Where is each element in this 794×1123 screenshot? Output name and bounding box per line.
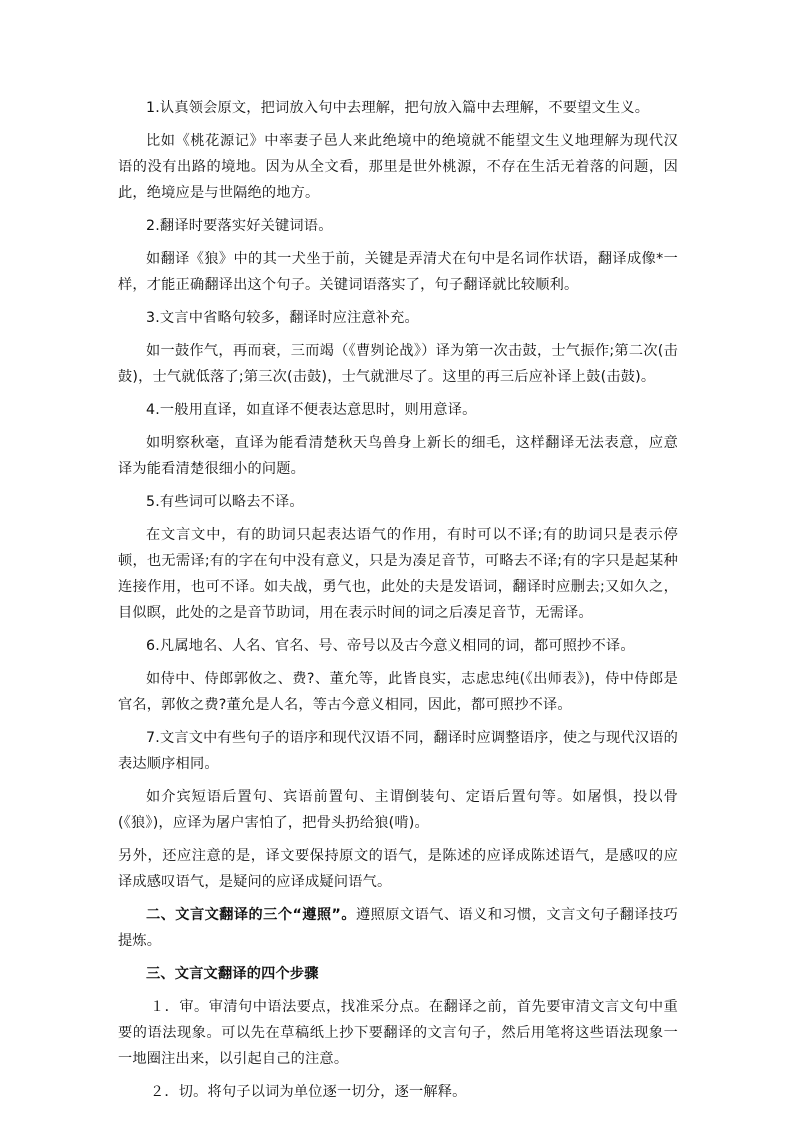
paragraph-5: 3.文言中省略句较多，翻译时应注意补充。 — [146, 310, 419, 326]
paragraph-18: １．审。审清句中语法要点，找准采分点。在翻译之前，首先要审清文言文句中重要的语法现象。可以先在草稿纸上抄下要翻译的文言句子，然后用笔将这些语法现象一一地圈注出来，以引起自己的注意。 — [118, 999, 678, 1067]
paragraph-6: 如一鼓作气，再而衰，三而竭（《曹刿论战》）译为第一次击鼓，士气振作;第二次(击鼓)，士气就低落了;第三次(击鼓)，士气就泄尽了。这里的再三后应补译上鼓(击鼓)。 — [118, 343, 678, 385]
paragraph-11: 6.凡属地名、人名、官名、号、帝号以及古今意义相同的词，都可照抄不译。 — [146, 638, 635, 654]
paragraph-12: 如侍中、侍郎郭攸之、费?、董允等，此皆良实，志虑忠纯(《出师表》)，侍中侍郎是官名，郭攸之费?董允是人名，等古今意义相同，因此，都可照抄不译。 — [118, 671, 678, 713]
paragraph-9: 5.有些词可以略去不译。 — [146, 494, 304, 510]
paragraph-13: 7.文言文中有些句子的语序和现代汉语不同，翻译时应调整语序，使之与现代汉语的表达顺序相同。 — [118, 730, 678, 772]
section-heading-two: 二、文言文翻译的三个“遵照”。 — [146, 907, 356, 923]
paragraph-16 — [118, 902, 678, 954]
paragraph-10: 在文言文中，有的助词只起表达语气的作用，有时可以不译;有的助词只是表示停顿，也无需译;有的字在句中没有意义，只是为凑足音节，可略去不译;有的字只是起某种连接作用，也可不译。如夫战，勇气也，此处的夫是发语词，翻译时应删去;又如久之，目似瞑，此处的之是音节助词，用在表示时间的词之后凑足音节，无需译。 — [118, 527, 678, 621]
section-two-body: 遵照原文语气、语义和习惯，文言文句子翻译技巧提炼。 — [118, 907, 678, 949]
paragraph-3: 2.翻译时要落实好关键词语。 — [146, 218, 333, 234]
paragraph-2: 比如《桃花源记》中率妻子邑人来此绝境中的绝境就不能望文生义地理解为现代汉语的没有出路的境地。因为从全文看，那里是世外桃源，不存在生活无着落的问题，因此，绝境应是与世隔绝的地方。 — [118, 133, 678, 201]
document-page — [118, 95, 678, 1112]
paragraph-19: ２．切。将句子以词为单位逐一切分，逐一解释。 — [150, 1084, 467, 1100]
paragraph-8: 如明察秋毫，直译为能看清楚秋天鸟兽身上新长的细毛，这样翻译无法表意，应意译为能看清楚很细小的问题。 — [118, 435, 678, 477]
paragraph-1: 1.认真领会原文，把词放入句中去理解，把句放入篇中去理解，不要望文生义。 — [146, 100, 650, 116]
paragraph-14: 如介宾短语后置句、宾语前置句、主谓倒装句、定语后置句等。如屠惧，投以骨(《狼》)，应译为屠户害怕了，把骨头扔给狼(啃)。 — [118, 789, 678, 831]
paragraph-4: 如翻译《狼》中的其一犬坐于前，关键是弄清犬在句中是名词作状语，翻译成像*一样，才能正确翻译出这个句子。关键词语落实了，句子翻译就比较顺利。 — [118, 251, 678, 293]
paragraph-7: 4.一般用直译，如直译不便表达意思时，则用意译。 — [146, 402, 477, 418]
section-heading-three: 三、文言文翻译的四个步骤 — [146, 966, 319, 982]
paragraph-15: 另外，还应注意的是，译文要保持原文的语气，是陈述的应译成陈述语气，是感叹的应译成感叹语气，是疑问的应译成疑问语气。 — [118, 848, 678, 890]
